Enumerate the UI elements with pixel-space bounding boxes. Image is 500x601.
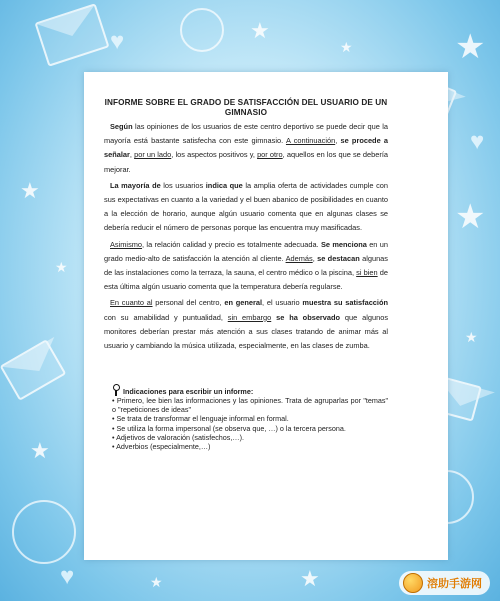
text-run: , los aspectos positivos y, xyxy=(171,150,258,160)
star-icon: ★ xyxy=(340,39,353,55)
underlined-connector: Asimismo xyxy=(110,239,143,249)
star-icon: ★ xyxy=(250,18,270,43)
tip-item: • Adverbios (especialmente,…) xyxy=(112,442,388,451)
tips-box xyxy=(112,384,388,451)
text-run: , xyxy=(312,253,318,263)
text-run: , xyxy=(129,150,135,160)
heart-icon: ♥ xyxy=(60,563,75,590)
tip-item: • Primero, lee bien las informaciones y las opiniones. Trata de agruparlas por "temas" o "repeticiones de ideas" xyxy=(112,396,388,414)
swirl-decoration xyxy=(12,500,76,564)
report-title: INFORME SOBRE EL GRADO DE SATISFACCIÓN DEL USUARIO DE UN GIMNASIO xyxy=(104,98,388,117)
star-icon: ★ xyxy=(300,566,320,591)
tips-title: Indicaciones para escribir un informe: xyxy=(123,386,254,396)
bold-phrase: se ha observado xyxy=(276,312,341,322)
bold-phrase: en general xyxy=(224,298,263,308)
heart-icon: ♥ xyxy=(110,28,125,55)
text-run: con su amabilidad y puntualidad, xyxy=(104,312,228,322)
underlined-connector: Además xyxy=(285,253,313,263)
star-icon: ★ xyxy=(455,28,486,66)
paragraph-4 xyxy=(104,296,388,353)
envelope-icon xyxy=(34,3,109,67)
text-run: la amplia oferta de actividades cumple con sus expectativas en cuanto a la variedad y el buen abanico de posibilidades en cuanto a la elección de horario, aunque algún usuario comenta que en algunas clases se debería reducir el número de personas porque las encuentra muy masificadas. xyxy=(104,180,389,233)
bold-phrase: La mayoría de xyxy=(110,180,161,190)
report-body xyxy=(104,98,388,355)
star-icon: ★ xyxy=(20,178,40,203)
star-icon: ★ xyxy=(55,259,68,275)
text-run: en un grado medio-alto de satisfacción la atención al cliente. xyxy=(104,239,388,263)
text-run: , la relación calidad y precio es totalmente adecuada. xyxy=(142,239,321,249)
text-run: , aquellos en los que se debería mejorar. xyxy=(104,150,388,174)
underlined-connector: A continuación xyxy=(285,136,336,146)
underlined-connector: sin embargo xyxy=(227,312,272,322)
text-run: personal del centro, xyxy=(152,298,225,308)
text-run: , el usuario xyxy=(262,298,303,308)
underlined-connector: si bien xyxy=(356,268,378,278)
bold-phrase: Según xyxy=(110,122,133,131)
star-icon: ★ xyxy=(30,438,50,463)
bold-phrase: se procede a señalar xyxy=(104,136,389,160)
text-run: de esta última algún usuario comenta que la temperatura debería regularse. xyxy=(104,268,388,292)
bold-phrase: muestra su satisfacción xyxy=(302,298,388,308)
paragraph-1 xyxy=(104,120,388,177)
tips-heading xyxy=(112,384,388,396)
bold-phrase: Se menciona xyxy=(320,239,367,249)
tip-item: • Se trata de transformar el lenguaje informal en formal. xyxy=(112,414,388,423)
tip-item: • Se utiliza la forma impersonal (se observa que, …) o la tercera persona. xyxy=(112,424,388,433)
underlined-connector: En cuanto al xyxy=(110,298,153,308)
underlined-connector: por un lado xyxy=(134,150,172,160)
tips-list xyxy=(112,396,388,451)
tip-item: • Adjetivos de valoración (satisfechos,…). xyxy=(112,433,388,442)
bold-phrase: indica que xyxy=(205,180,243,190)
site-watermark xyxy=(399,571,490,595)
text-run: las opiniones de los usuarios de este centro deportivo se puede decir que la mayoría está bastante satisfecha con este gimnasio. xyxy=(104,122,388,146)
star-icon: ★ xyxy=(455,198,486,236)
text-run: , xyxy=(335,136,341,146)
watermark-text: 溶助手游网 xyxy=(427,578,482,590)
text-run: los usuarios xyxy=(160,180,206,190)
underlined-connector: por otro xyxy=(257,150,283,160)
star-icon: ★ xyxy=(465,329,478,345)
game-logo-icon xyxy=(403,573,423,593)
paragraph-2 xyxy=(104,179,388,236)
heart-icon: ♥ xyxy=(470,128,485,155)
bold-phrase: se destacan xyxy=(317,253,360,263)
star-icon: ★ xyxy=(150,574,163,590)
pin-icon xyxy=(112,384,120,396)
paragraph-3 xyxy=(104,238,388,295)
swirl-decoration xyxy=(180,8,224,52)
text-run: algunas de las instalaciones como la terraza, la sauna, el centro médico o la piscina, xyxy=(104,253,388,278)
envelope-icon xyxy=(0,339,66,401)
text-run: que algunos monitores deberían prestar más atención a sus clases tratando de animar más al usuario y cambiando la música utilizada, especialmente, en las clases de zumba. xyxy=(104,312,389,351)
